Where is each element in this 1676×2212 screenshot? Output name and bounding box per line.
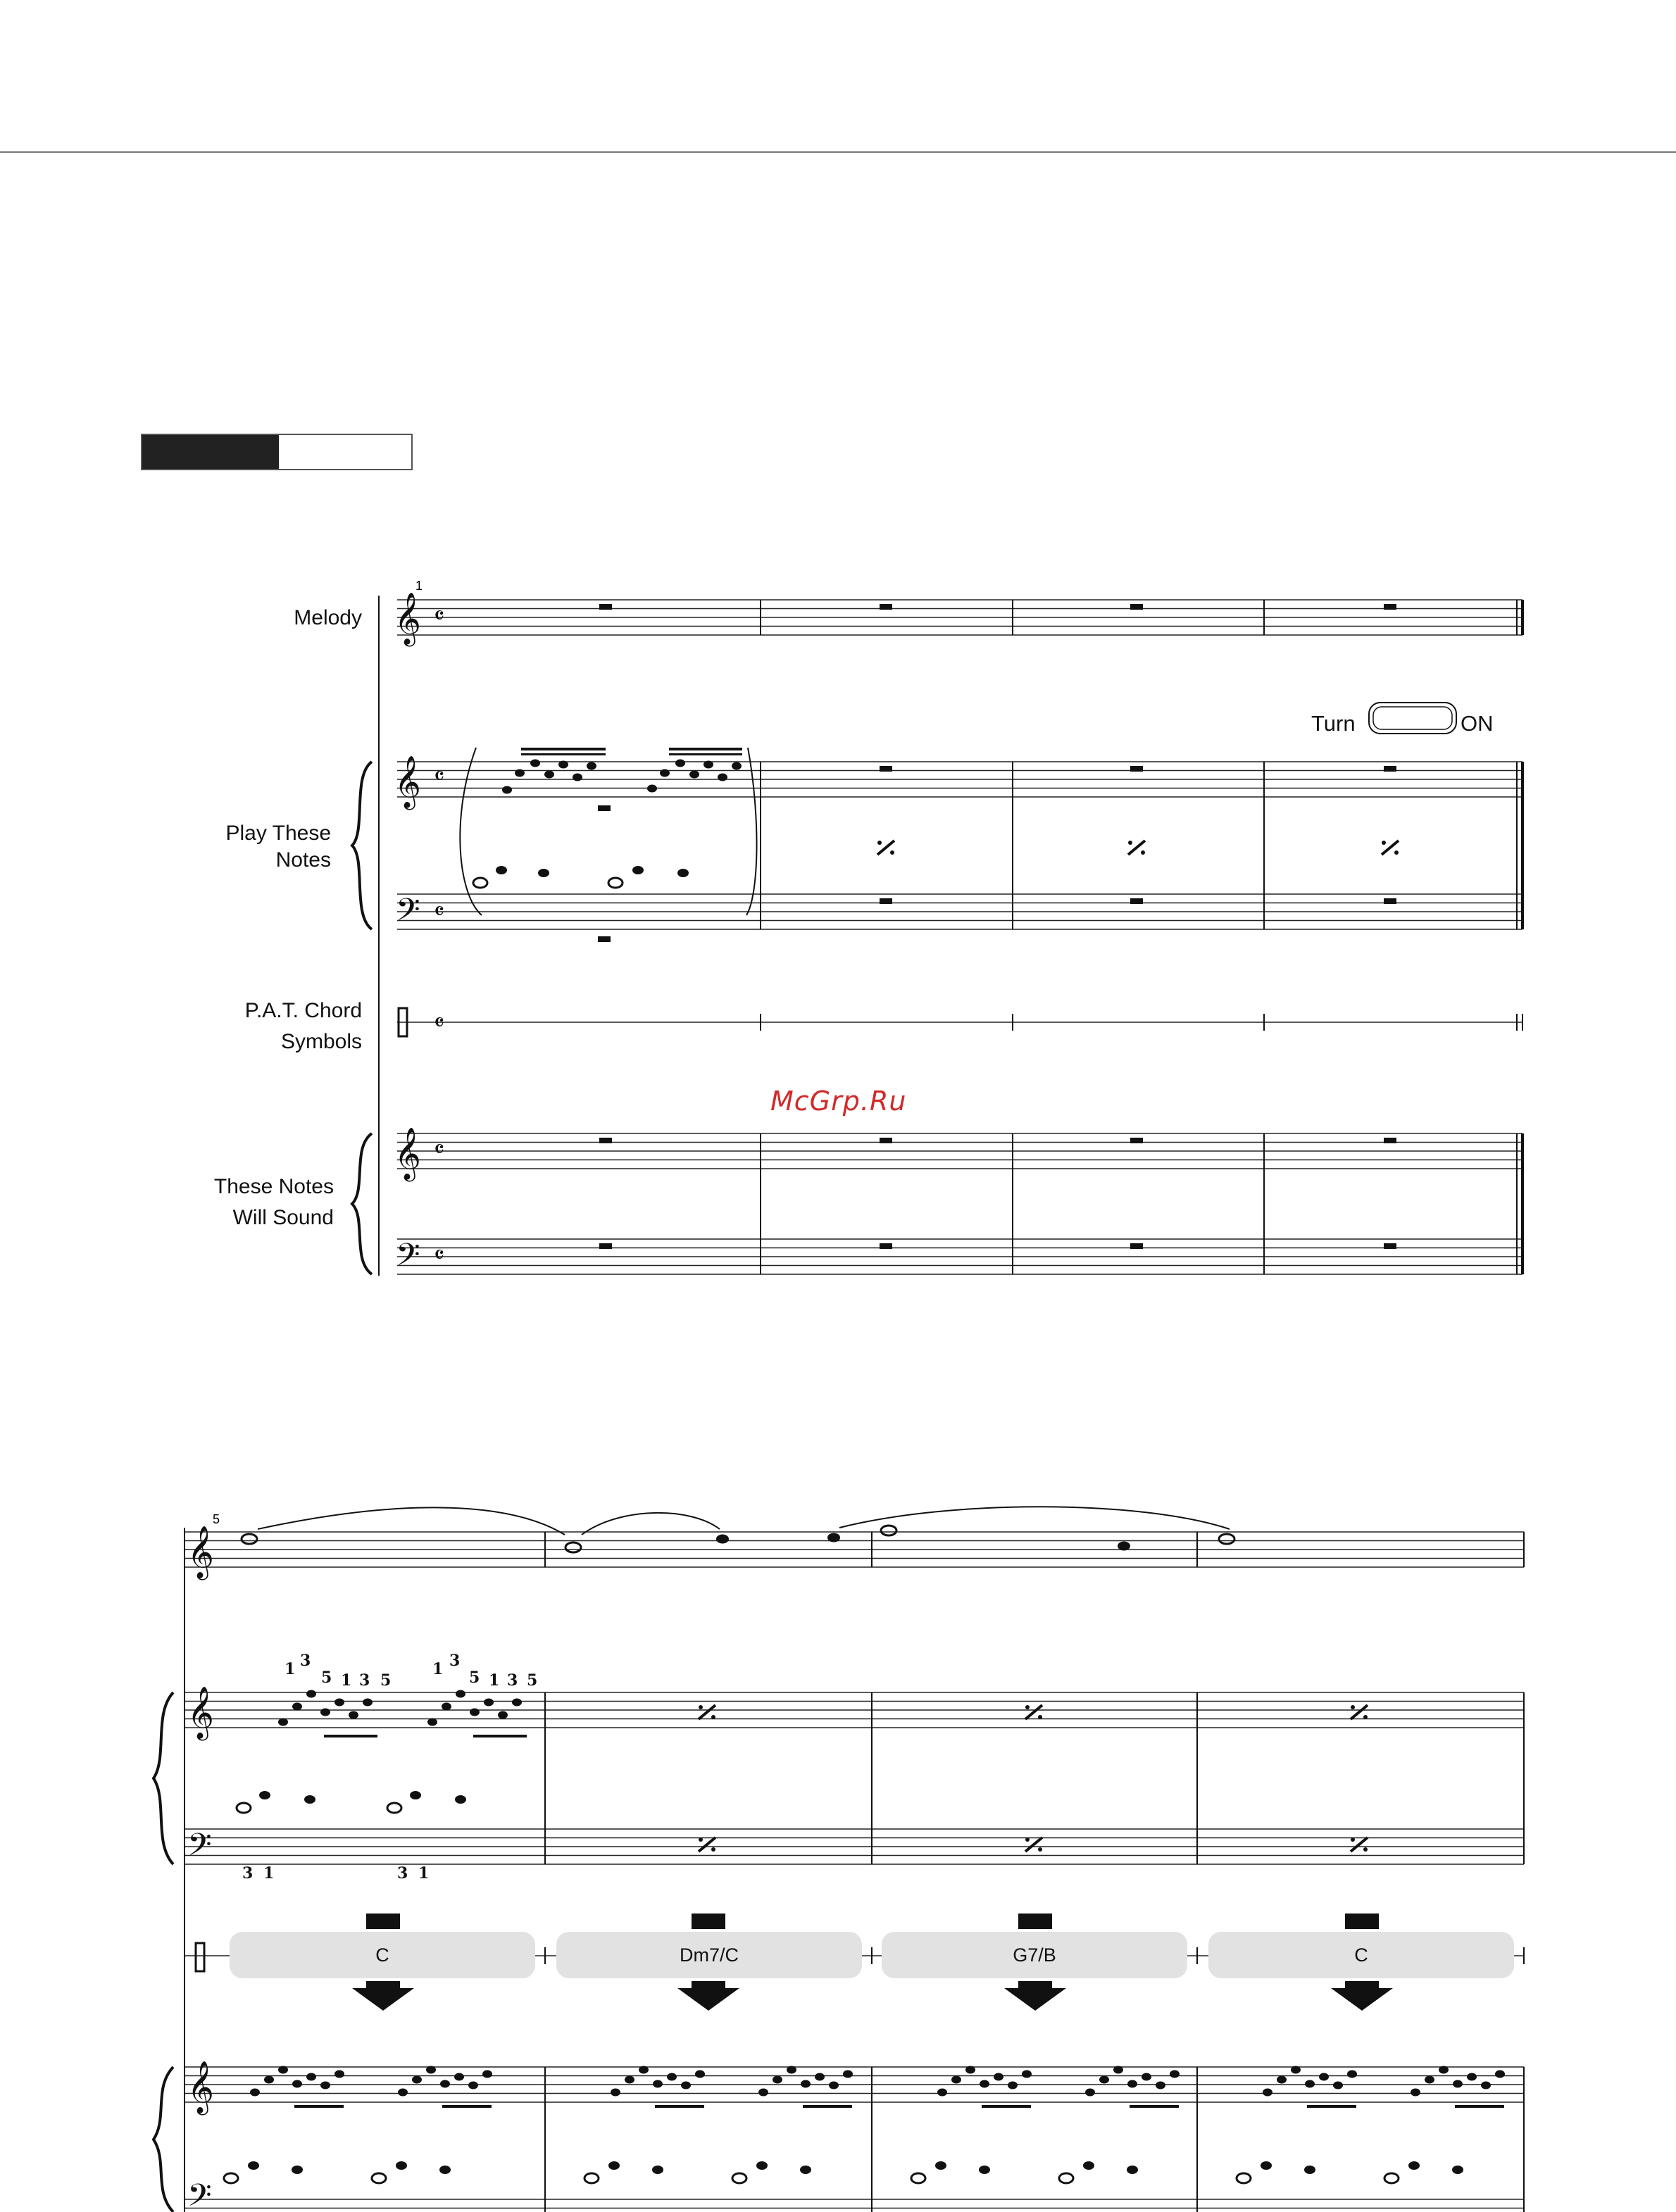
note-head [304,1795,315,1804]
whole-rest [1130,766,1143,772]
note-head [773,2076,782,2084]
note-head [716,1535,729,1544]
note-head [632,866,644,874]
will-sound-label-line2: Will Sound [232,1206,334,1229]
beam [982,2105,1031,2108]
note-head [1481,2082,1491,2090]
note-head [482,2070,492,2078]
beam [473,1735,527,1737]
down-arrow-icon [677,1981,739,2011]
note-head [530,760,540,767]
common-time-icon: 𝄴 [434,762,445,791]
note-head [980,2080,989,2088]
common-time-icon: 𝄴 [434,1241,445,1269]
whole-rest [880,766,892,772]
note-head [787,2066,796,2074]
note-head [306,2073,316,2081]
note-head [758,2089,768,2097]
beam [521,748,606,750]
chord-marker [692,1913,725,1929]
note-head [829,2082,839,2090]
note-head [468,2082,478,2090]
note-head [334,1699,344,1707]
note-head [979,2166,990,2174]
repeat-measure-icon [1351,1837,1368,1852]
note-head [334,2070,344,2078]
note-head [1099,2076,1109,2084]
bracket [460,748,482,915]
fingering-number: 3 [449,1652,461,1670]
note-head [1263,2089,1272,2097]
note-head [412,2076,422,2084]
beam [521,753,606,755]
note-head [1277,2076,1287,2084]
half-note-head [372,2173,386,2183]
note-head [1085,2089,1095,2097]
half-note-head [387,1803,401,1813]
fingering-number: 5 [321,1669,332,1687]
whole-rest [1384,1138,1396,1143]
note-head [1333,2082,1343,2090]
note-head [587,762,596,770]
fingering-number: 3 [507,1671,518,1690]
repeat-measure-icon [1351,1705,1368,1719]
staff [397,1239,1522,1274]
whole-rest [1384,898,1396,904]
turn-label: Turn [1311,711,1356,736]
down-arrow-icon [1004,1981,1066,2011]
note-head [427,1718,437,1726]
note-head [1452,2166,1463,2174]
treble-clef-icon: 𝄞 [394,593,421,645]
note-head [951,2076,961,2084]
note-head [647,785,657,793]
repeat-measure-icon [699,1837,715,1852]
repeat-measure-icon [877,841,894,855]
treble-clef-icon: 𝄞 [394,756,421,808]
treble-clef-icon: 𝄞 [187,1526,214,1578]
beam [324,1735,377,1737]
note-head [455,1795,466,1804]
beam [803,2105,852,2108]
note-head [732,762,742,770]
bracket [746,748,757,915]
note-head [410,1791,421,1799]
brace-icon [352,1133,372,1274]
whole-rest [599,1243,612,1249]
note-head [1425,2076,1434,2084]
beam [1455,2105,1504,2108]
note-head [320,2082,330,2090]
half-note-head [473,878,487,888]
half-note-head [732,2173,746,2183]
beam [294,2105,344,2108]
staff [397,894,1522,929]
whole-rest [1130,604,1143,610]
note-head [1170,2070,1180,2078]
note-head [1319,2073,1329,2081]
down-arrow-icon [352,1981,414,2011]
pat-chord-label-line1: P.A.T. Chord [244,999,362,1022]
half-note-head [584,2173,599,2183]
repeat-measure-icon [1128,841,1145,855]
whole-rest [880,604,892,610]
chord-marker [1018,1913,1052,1929]
whole-rest [598,805,611,811]
half-note-head [1384,2173,1399,2183]
note-head [815,2073,825,2081]
note-head [1304,2166,1315,2174]
note-head [800,2166,811,2174]
beam [1130,2105,1179,2108]
note-head [292,1703,302,1711]
half-note-head [1059,2173,1073,2183]
note-head [1156,2082,1165,2090]
note-head [1467,2073,1477,2081]
note-head [484,1699,494,1707]
beam [442,2105,492,2108]
note-head [653,2080,663,2088]
note-head [544,771,554,779]
note-head [611,2089,620,2097]
note-head [677,869,689,877]
melody-label: Melody [294,606,362,629]
half-note-head [608,878,623,888]
note-head [625,2076,634,2084]
beam [655,2105,704,2108]
note-head [278,2066,288,2074]
note-head [1408,2161,1420,2170]
chord-box: G7/B [882,1932,1187,1978]
note-head [292,2166,303,2174]
watermark: McGrp.Ru [770,1086,907,1117]
whole-rest [1130,898,1143,904]
note-head [1291,2066,1301,2074]
whole-rest [598,936,611,942]
note-head [573,774,582,781]
play-notes-label-line1: Play These [225,822,331,845]
note-head [349,1711,358,1719]
note-head [718,774,727,781]
note-head [827,1533,840,1542]
whole-rest [880,1138,892,1143]
note-head [396,2161,407,2170]
bass-clef-icon: 𝄢 [396,891,420,936]
fingering-number: 1 [284,1660,296,1678]
beam [1307,2105,1356,2108]
button-outline-icon [1368,701,1459,736]
staff [185,2199,1524,2212]
chord-box: C [1208,1932,1514,1978]
note-head [1495,2070,1505,2078]
staff [185,1532,1524,1567]
note-head [756,2161,768,2170]
half-note-head [237,1803,251,1813]
staff [185,1829,1524,1864]
half-note-head [1237,2173,1251,2183]
brace-icon [154,1692,173,1864]
play-notes-label-line2: Notes [275,848,331,872]
bass-clef-icon: 𝄢 [187,1826,212,1871]
note-head [264,2076,274,2084]
common-time-icon: 𝄴 [434,602,445,630]
note-head [515,769,525,777]
note-head [565,1542,581,1552]
note-head [456,1690,465,1698]
repeat-measure-icon [699,1705,715,1719]
whole-rest [599,604,612,610]
bass-clef-icon: 𝄢 [187,2177,212,2212]
note-head [538,869,549,877]
note-head [689,771,699,779]
note-head [398,2089,408,2097]
note-head [695,2070,705,2078]
chord-marker [1345,1913,1379,1929]
fingering-number: 3 [397,1864,408,1883]
treble-clef-icon: 𝄞 [187,2061,214,2113]
note-head [965,2066,975,2074]
note-head [1219,1534,1234,1544]
fingering-number: 5 [469,1669,480,1687]
note-head [1439,2066,1449,2074]
beam [669,748,742,750]
note-head [935,2161,946,2170]
note-head [1347,2070,1357,2078]
chord-marker [366,1913,400,1929]
common-time-icon: 𝄴 [434,1009,445,1037]
note-head [512,1699,522,1707]
whole-rest [880,898,892,904]
whole-rest [1384,766,1396,772]
note-head [1008,2082,1018,2090]
note-head [652,2166,663,2174]
note-head [703,761,713,769]
note-head [442,1703,451,1711]
note-head [667,2073,677,2081]
note-head [248,2161,259,2170]
repeat-measure-icon [1025,1705,1042,1719]
note-head [675,760,685,767]
note-head [440,2080,450,2088]
down-arrow-icon [1331,1981,1393,2011]
fingering-number: 1 [418,1864,430,1883]
pat-chord-label-line2: Symbols [280,1030,362,1053]
will-sound-label-line1: These Notes [213,1175,334,1198]
half-note-head [224,2173,238,2183]
note-head [881,1526,896,1535]
fingering-number: 1 [263,1864,275,1883]
fingering-number: 5 [380,1671,392,1690]
note-head [242,1534,257,1544]
note-head [1083,2161,1094,2170]
chord-box: Dm7/C [556,1932,862,1978]
fingering-number: 1 [341,1671,352,1690]
note-head [660,769,670,777]
note-head [1411,2089,1420,2097]
note-head [1118,1542,1130,1551]
note-head [1127,2166,1138,2174]
tie [839,1507,1230,1529]
note-head [558,761,568,769]
note-head [320,1709,330,1716]
on-label: ON [1461,711,1494,736]
staff [185,1692,1524,1728]
note-head [608,2161,620,2170]
note-head [498,1711,508,1719]
note-head [1453,2080,1463,2088]
note-head [1127,2080,1137,2088]
whole-rest [880,1243,892,1249]
staff [397,1133,1522,1169]
whole-rest [1384,1243,1396,1249]
neutral-clef-icon [196,1943,204,1971]
note-head [306,1690,316,1698]
note-head [1142,2073,1151,2081]
note-head [639,2066,649,2074]
note-head [502,786,512,794]
chord-box: C [230,1932,535,1978]
whole-rest [1130,1243,1143,1249]
brace-icon [352,762,372,929]
whole-rest [599,1138,612,1143]
fingering-number: 1 [489,1671,500,1690]
whole-rest [1130,1138,1143,1143]
measure-number: 1 [415,579,423,593]
staff [185,2067,1524,2102]
note-head [1305,2080,1315,2088]
measure-number: 5 [213,1512,220,1526]
whole-rest [1384,604,1396,610]
repeat-measure-icon [1382,841,1399,855]
half-note-head [911,2173,925,2183]
note-head [681,2082,691,2090]
common-time-icon: 𝄴 [434,1136,445,1164]
bass-clef-icon: 𝄢 [396,1236,420,1281]
note-head [1022,2070,1032,2078]
note-head [250,2089,260,2097]
fingering-number: 3 [359,1671,370,1690]
note-head [994,2073,1003,2081]
treble-clef-icon: 𝄞 [394,1128,421,1180]
fingering-number: 1 [432,1660,444,1678]
note-head [292,2080,302,2088]
note-head [439,2166,451,2174]
brace-icon [154,2067,173,2212]
note-head [496,866,507,874]
note-head [470,1709,480,1716]
fingering-number: 3 [300,1652,311,1670]
note-head [801,2080,811,2088]
note-head [937,2089,947,2097]
repeat-measure-icon [1025,1837,1042,1852]
common-time-icon: 𝄴 [434,898,445,926]
note-head [1113,2066,1123,2074]
note-head [454,2073,464,2081]
tie [258,1507,565,1535]
note-head [363,1699,373,1707]
fingering-number: 5 [527,1671,538,1690]
note-head [843,2070,853,2078]
treble-clef-icon: 𝄞 [187,1687,214,1739]
staff [397,600,1522,635]
fingering-number: 3 [242,1864,254,1883]
note-head [278,1718,288,1726]
note-head [426,2066,436,2074]
note-head [1261,2161,1272,2170]
beam [669,753,742,755]
note-head [259,1791,270,1799]
